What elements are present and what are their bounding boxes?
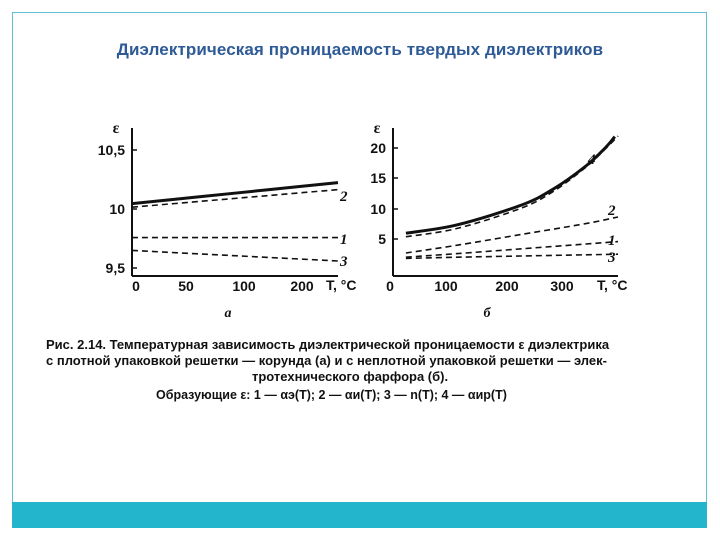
figure-caption <box>46 337 686 403</box>
series-line-2 <box>406 217 618 253</box>
y-tick-label: 9,5 <box>105 260 125 276</box>
series-line-total <box>132 183 338 204</box>
series-line-3 <box>132 250 338 261</box>
series-label-4: 4 <box>588 152 596 168</box>
series-label-3: 3 <box>608 250 616 266</box>
x-tick-label: 200 <box>290 278 314 294</box>
series-line-total <box>406 137 615 234</box>
y-tick-label: 15 <box>370 170 386 186</box>
x-tick-label: 0 <box>386 278 394 294</box>
x-axis-label: T, °C <box>326 277 357 293</box>
x-tick-label: 50 <box>178 278 194 294</box>
caption-line-1: Рис. 2.14. Температурная зависимость диэлектрической проницаемости ε диэлектрика <box>46 337 610 352</box>
series-label-1: 1 <box>340 232 348 248</box>
caption-line-4: Образующие ε: 1 — αэ(T); 2 — αи(T); 3 — n(T); 4 — αир(T) <box>156 388 507 402</box>
slide-title: Диэлектрическая проницаемость твердых диэлектриков <box>116 40 604 59</box>
series-label-1: 1 <box>608 233 616 249</box>
series-label-3: 3 <box>340 254 348 270</box>
x-tick-label: 0 <box>132 278 140 294</box>
caption-line-2: с плотной упаковкой решетки — корунда (а) и с неплотной упаковкой решетки — элек- <box>46 353 607 368</box>
panel-label: а <box>224 306 232 321</box>
y-tick-label: 10 <box>109 201 125 217</box>
panel-label: б <box>483 306 491 321</box>
x-axis-label: T, °C <box>597 277 628 293</box>
caption-line-3: тротехнического фарфора (б). <box>252 369 449 384</box>
x-tick-label: 100 <box>434 278 458 294</box>
series-label-2: 2 <box>608 203 616 219</box>
chart-panel-а <box>98 120 357 321</box>
y-axis-label: ε <box>373 120 381 137</box>
x-tick-label: 300 <box>550 278 574 294</box>
y-tick-label: 5 <box>378 231 386 247</box>
series-line-4 <box>406 136 618 237</box>
y-tick-label: 10 <box>370 201 386 217</box>
x-tick-label: 100 <box>232 278 256 294</box>
chart-panel-б <box>370 120 627 321</box>
y-tick-label: 10,5 <box>97 142 125 158</box>
series-label-2: 2 <box>340 189 348 205</box>
x-tick-label: 200 <box>495 278 519 294</box>
y-tick-label: 20 <box>370 140 386 156</box>
y-axis-label: ε <box>112 120 120 137</box>
